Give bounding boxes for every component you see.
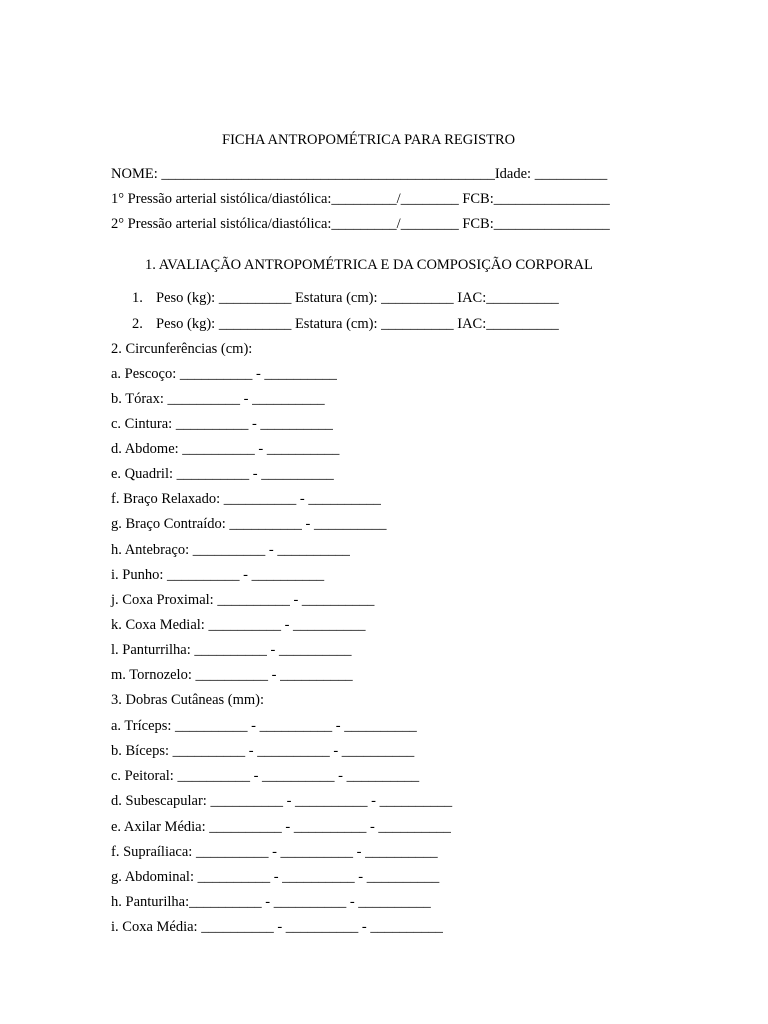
section-1-heading: 1. AVALIAÇÃO ANTROPOMÉTRICA E DA COMPOSIÇÃO CORPORAL — [145, 257, 593, 273]
dobra-axilar-media-field[interactable]: e. Axilar Média: __________ - __________ - __________ — [111, 819, 451, 835]
circunferencia-quadril-field[interactable]: e. Quadril: __________ - __________ — [111, 466, 334, 482]
peso-item-fields[interactable]: Peso (kg): __________ Estatura (cm): __________ IAC:__________ — [156, 290, 559, 306]
circunferencia-braco-contraido-field[interactable]: g. Braço Contraído: __________ - __________ — [111, 516, 387, 532]
dobra-abdominal-field[interactable]: g. Abdominal: __________ - __________ - __________ — [111, 869, 440, 885]
peso-item-fields[interactable]: Peso (kg): __________ Estatura (cm): __________ IAC:__________ — [156, 316, 559, 332]
circunferencia-antebraco-field[interactable]: h. Antebraço: __________ - __________ — [111, 542, 350, 558]
dobra-suprailiaca-field[interactable]: f. Supraíliaca: __________ - __________ - __________ — [111, 844, 438, 860]
circunferencia-pescoco-field[interactable]: a. Pescoço: __________ - __________ — [111, 366, 337, 382]
pressao-arterial-1-field[interactable]: 1° Pressão arterial sistólica/diastólica:_________/________ FCB:________________ — [111, 191, 610, 207]
circunferencia-coxa-medial-field[interactable]: k. Coxa Medial: __________ - __________ — [111, 617, 366, 633]
circunferencia-torax-field[interactable]: b. Tórax: __________ - __________ — [111, 391, 325, 407]
dobra-coxa-media-field[interactable]: i. Coxa Média: __________ - __________ - __________ — [111, 919, 443, 935]
dobra-subescapular-field[interactable]: d. Subescapular: __________ - __________ - __________ — [111, 793, 453, 809]
circunferencia-coxa-proximal-field[interactable]: j. Coxa Proximal: __________ - __________ — [111, 592, 375, 608]
dobra-triceps-field[interactable]: a. Tríceps: __________ - __________ - __________ — [111, 718, 417, 734]
nome-idade-field[interactable]: NOME: ______________________________________________Idade: __________ — [111, 166, 608, 182]
dobras-heading: 3. Dobras Cutâneas (mm): — [111, 692, 265, 708]
circunferencia-abdome-field[interactable]: d. Abdome: __________ - __________ — [111, 441, 340, 457]
peso-item-number: 1. — [132, 290, 143, 306]
circunferencia-braco-relaxado-field[interactable]: f. Braço Relaxado: __________ - __________ — [111, 491, 381, 507]
dobra-biceps-field[interactable]: b. Bíceps: __________ - __________ - __________ — [111, 743, 415, 759]
dobra-peitoral-field[interactable]: c. Peitoral: __________ - __________ - __________ — [111, 768, 420, 784]
circunferencia-tornozelo-field[interactable]: m. Tornozelo: __________ - __________ — [111, 667, 353, 683]
circunferencia-cintura-field[interactable]: c. Cintura: __________ - __________ — [111, 416, 333, 432]
pressao-arterial-2-field[interactable]: 2° Pressão arterial sistólica/diastólica:_________/________ FCB:________________ — [111, 216, 610, 232]
circunferencias-heading: 2. Circunferências (cm): — [111, 341, 253, 357]
circunferencia-panturrilha-field[interactable]: l. Panturrilha: __________ - __________ — [111, 642, 352, 658]
document-title: FICHA ANTROPOMÉTRICA PARA REGISTRO — [222, 132, 516, 148]
dobra-panturilha-field[interactable]: h. Panturilha:__________ - __________ - __________ — [111, 894, 431, 910]
circunferencia-punho-field[interactable]: i. Punho: __________ - __________ — [111, 567, 325, 583]
peso-item-number: 2. — [132, 316, 143, 332]
